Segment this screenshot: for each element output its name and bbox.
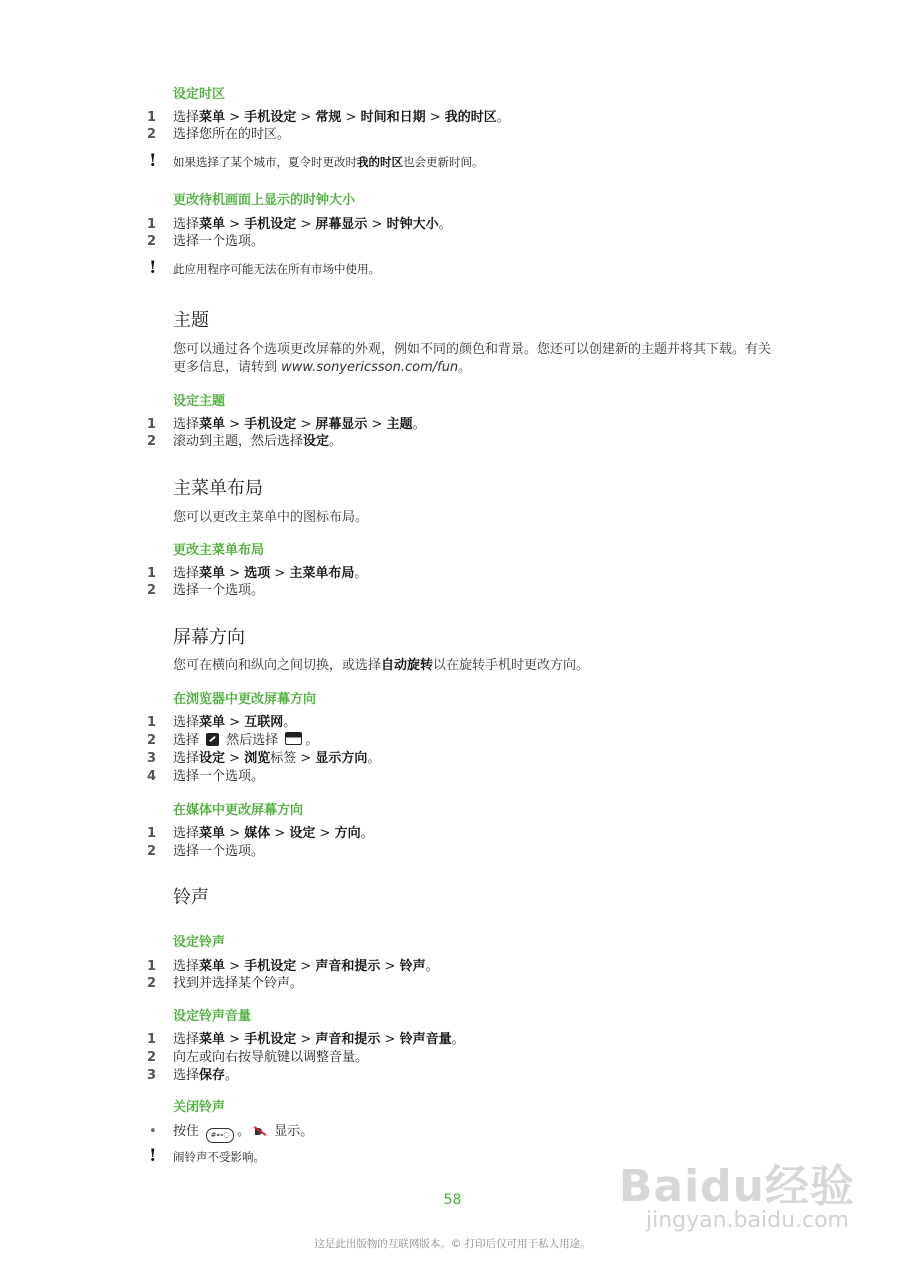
bold-term: 菜单 [199, 566, 226, 581]
bold-term: 菜单 [199, 826, 226, 841]
step: 4 选择一个选项。 [147, 769, 265, 784]
baidu-watermark-url: jingyan.baidu.com [645, 1208, 849, 1233]
step: 1 选择菜单 > 选项 > 主菜单布局。 [147, 566, 368, 581]
text: > [380, 959, 400, 974]
text: 选择 [173, 751, 200, 766]
step: 1 选择菜单 > 手机设定 > 常规 > 时间和日期 > 我的时区。 [147, 110, 510, 125]
bold-term: 菜单 [199, 959, 226, 974]
bold-term: 菜单 [199, 417, 226, 432]
bold-term: 互联网 [244, 715, 284, 730]
step: 2 向左或向右按导航键以调整音量。 [147, 1050, 369, 1065]
subheading-set-ringtone: 设定铃声 [173, 935, 226, 950]
text: 选择 [173, 733, 204, 748]
text: > [315, 826, 335, 841]
bold-term: 媒体 [244, 826, 271, 841]
text: 显示。 [270, 1124, 314, 1139]
bold-term: 主题 [386, 417, 413, 432]
warning-icon: ! [149, 151, 157, 171]
text: 以在旋转手机时更改方向。 [433, 658, 590, 673]
step: 2 选择一个选项。 [147, 234, 265, 249]
text: > [296, 959, 316, 974]
step: 2 滚动到主题，然后选择设定。 [147, 434, 343, 449]
hash-key-icon: #⊷◌ [206, 1128, 234, 1143]
bold-term: 菜单 [199, 217, 226, 232]
text: 。 [458, 360, 472, 375]
heading-theme: 主题 [173, 310, 209, 331]
bullet-item [0, 1123, 905, 1140]
step: 1 选择菜单 > 手机设定 > 屏幕显示 > 时钟大小。 [147, 217, 452, 232]
text: > [225, 1032, 245, 1047]
bold-term: 常规 [315, 110, 342, 125]
text: > [380, 1032, 400, 1047]
text: 选择 [173, 1032, 200, 1047]
edit-icon [206, 733, 219, 746]
bold-term: 铃声音量 [399, 1032, 452, 1047]
step: 2 选择 然后选择 。 [147, 733, 319, 748]
bold-term: 菜单 [199, 715, 226, 730]
heading-ringtone: 铃声 [173, 887, 209, 908]
text: > [341, 110, 361, 125]
text: 。 [237, 1124, 251, 1139]
subheading-ringtone-volume: 设定铃声音量 [173, 1009, 252, 1024]
bold-term: 菜单 [199, 110, 226, 125]
text: 。 [225, 1068, 239, 1083]
bullet-icon: • [149, 1124, 157, 1139]
step: 3 选择设定 > 浏览标签 > 显示方向。 [147, 751, 381, 766]
bold-term: 显示方向 [315, 751, 368, 766]
bold-term: 我的时区 [357, 155, 403, 169]
bold-term: 选项 [244, 566, 271, 581]
page-number: 58 [443, 1192, 462, 1208]
bold-term: 浏览 [244, 751, 271, 766]
subheading-change-menu-layout: 更改主菜单布局 [173, 543, 265, 558]
text: > [270, 566, 290, 581]
bold-term: 菜单 [199, 1032, 226, 1047]
text: > [425, 110, 445, 125]
text: 选择 [173, 1068, 200, 1083]
text: 向左或向右按导航键以调整音量。 [173, 1050, 369, 1065]
text: 。 [283, 715, 297, 730]
bold-term: 声音和提示 [315, 1032, 381, 1047]
text: > [225, 751, 245, 766]
paragraph [173, 509, 773, 527]
bold-term: 方向 [334, 826, 361, 841]
heading-orientation: 屏幕方向 [173, 627, 245, 648]
footer-notice: 这是此出版物的互联网版本。© 打印后仅可用于私人用途。 [314, 1238, 591, 1250]
step: 1 选择菜单 > 手机设定 > 声音和提示 > 铃声音量。 [147, 1032, 465, 1047]
browser-icon [285, 732, 302, 745]
text: 。 [412, 417, 426, 432]
subheading-set-theme: 设定主题 [173, 394, 226, 409]
step: 2 选择一个选项。 [147, 583, 265, 598]
subheading-clock-size: 更改待机画面上显示的时钟大小 [173, 193, 356, 208]
text: > [225, 715, 245, 730]
step: 2 选择您所在的时区。 [147, 127, 291, 142]
text: 选择一个选项。 [173, 769, 265, 784]
bold-term: 时间和日期 [360, 110, 426, 125]
bold-term: 手机设定 [244, 110, 297, 125]
text: 。 [496, 110, 510, 125]
text: 选择 [173, 217, 200, 232]
bold-term: 屏幕显示 [315, 217, 368, 232]
note [0, 260, 905, 278]
text: 找到并选择某个铃声。 [173, 976, 304, 991]
text: 标签 > [270, 751, 316, 766]
bold-term: 我的时区 [444, 110, 497, 125]
text: 选择 [173, 959, 200, 974]
text: 按住 [173, 1124, 204, 1139]
bold-term: 铃声 [399, 959, 426, 974]
bold-term: 屏幕显示 [315, 417, 368, 432]
text: > [296, 417, 316, 432]
text: 您可以更改主菜单中的图标布局。 [173, 510, 369, 525]
subheading-media-orientation: 在媒体中更改屏幕方向 [173, 803, 304, 818]
text: > [225, 826, 245, 841]
text: > [225, 417, 245, 432]
bold-term: 声音和提示 [315, 959, 381, 974]
text: 选择您所在的时区。 [173, 127, 291, 142]
url-link: www.sonyericsson.com/fun [281, 360, 459, 375]
text: > [225, 566, 245, 581]
text: > [225, 217, 245, 232]
text: > [367, 417, 387, 432]
silent-icon [254, 1125, 266, 1137]
paragraph [173, 341, 773, 377]
bold-term: 设定 [199, 751, 226, 766]
bold-term: 手机设定 [244, 1032, 297, 1047]
note [0, 153, 905, 171]
text: 。 [305, 733, 319, 748]
baidu-watermark-logo: Baidu经验 [618, 1161, 855, 1212]
text: 选择 [173, 715, 200, 730]
text: 。 [329, 434, 343, 449]
heading-menu-layout: 主菜单布局 [173, 478, 263, 499]
text: 如果选择了某个城市，夏令时更改时 [173, 155, 357, 169]
step: 1 选择菜单 > 媒体 > 设定 > 方向。 [147, 826, 374, 841]
text: 。 [367, 751, 381, 766]
step: 1 选择菜单 > 手机设定 > 声音和提示 > 铃声。 [147, 959, 439, 974]
text: 选择 [173, 826, 200, 841]
text: 选择一个选项。 [173, 844, 265, 859]
text: 您可在横向和纵向之间切换，或选择 [173, 658, 382, 673]
text: > [225, 110, 245, 125]
subheading-turn-off-ringtone: 关闭铃声 [173, 1100, 226, 1115]
text: 。 [354, 566, 368, 581]
text: > [225, 959, 245, 974]
text: 然后选择 [222, 733, 283, 748]
step: 1 选择菜单 > 互联网。 [147, 715, 297, 730]
subheading-browser-orientation: 在浏览器中更改屏幕方向 [173, 692, 317, 707]
text: 。 [425, 959, 439, 974]
text: 选择一个选项。 [173, 234, 265, 249]
bold-term: 设定 [303, 434, 330, 449]
warning-icon: ! [149, 258, 157, 278]
text: > [270, 826, 290, 841]
text: 选择一个选项。 [173, 583, 265, 598]
bold-term: 时钟大小 [386, 217, 439, 232]
text: 此应用程序可能无法在所有市场中使用。 [173, 262, 380, 276]
bold-term: 手机设定 [244, 217, 297, 232]
text: 滚动到主题，然后选择 [173, 434, 304, 449]
text: 选择 [173, 110, 200, 125]
text: 。 [360, 826, 374, 841]
bold-term: 手机设定 [244, 417, 297, 432]
text: 闹铃声不受影响。 [173, 1150, 265, 1164]
text: > [367, 217, 387, 232]
text: 选择 [173, 417, 200, 432]
bold-term: 设定 [289, 826, 316, 841]
bold-term: 自动旋转 [381, 658, 434, 673]
text: 选择 [173, 566, 200, 581]
text: 。 [438, 217, 452, 232]
text: 您可以通过各个选项更改屏幕的外观，例如不同的颜色和背景。您还可以创建新的主题并将其下载。有关更多信息，请转到 [173, 342, 772, 375]
warning-icon: ! [149, 1146, 157, 1166]
step: 2 找到并选择某个铃声。 [147, 976, 304, 991]
step: 2 选择一个选项。 [147, 844, 265, 859]
bold-term: 主菜单布局 [289, 566, 355, 581]
subheading-set-timezone: 设定时区 [173, 87, 226, 102]
step: 3 选择保存。 [147, 1068, 239, 1083]
text: > [296, 1032, 316, 1047]
bold-term: 手机设定 [244, 959, 297, 974]
text: > [296, 217, 316, 232]
paragraph [173, 657, 773, 675]
text: 也会更新时间。 [403, 155, 484, 169]
bold-term: 保存 [199, 1068, 226, 1083]
step: 1 选择菜单 > 手机设定 > 屏幕显示 > 主题。 [147, 417, 426, 432]
text: 。 [451, 1032, 465, 1047]
text: > [296, 110, 316, 125]
